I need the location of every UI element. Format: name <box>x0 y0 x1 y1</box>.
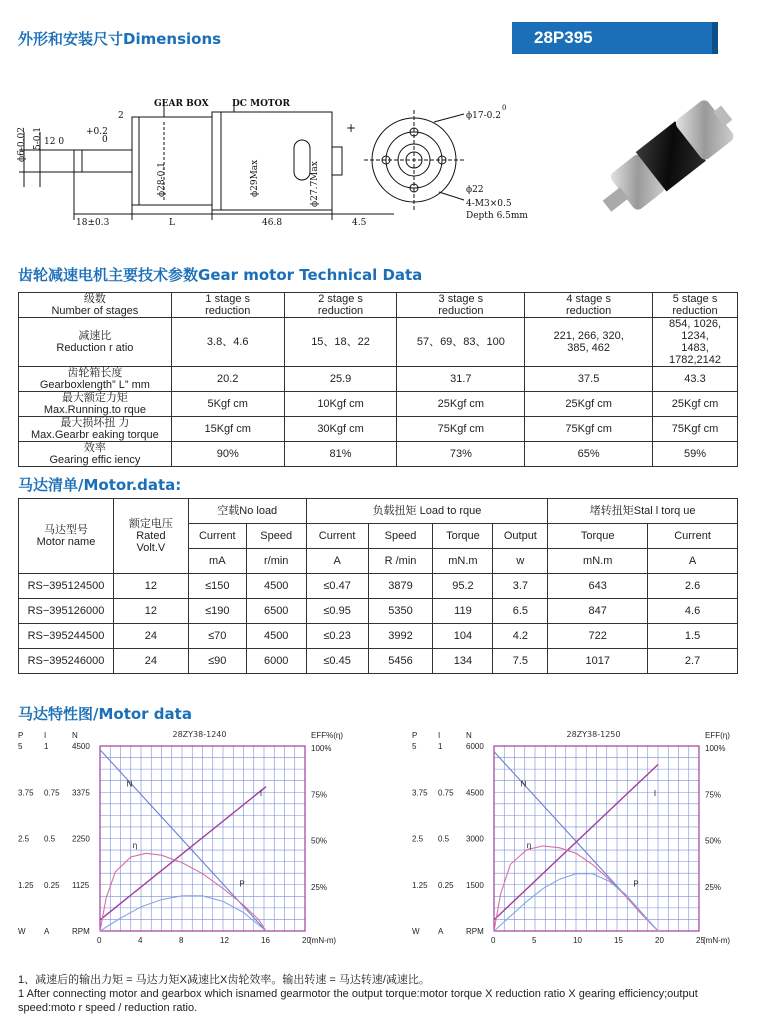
motor-cell: 95.2 <box>433 574 493 599</box>
left-axis-footer: RPM <box>466 927 484 936</box>
shaft-len-dim: 12 0 <box>44 137 65 147</box>
tech-cell: 31.7 <box>397 367 525 392</box>
motor-cell: 4.6 <box>648 599 738 624</box>
left-axis-tick: 0.5 <box>44 834 56 844</box>
motor-cell: 5456 <box>368 649 433 674</box>
model-header: 马达型号 Motor name <box>19 499 114 574</box>
motor-subhead: Torque <box>548 524 648 549</box>
motor-subhead: Speed <box>368 524 433 549</box>
flat-dim: 5-0.1 <box>33 126 43 150</box>
dimension-drawing <box>14 92 574 232</box>
chart-title: 28ZY38-1250 <box>566 730 621 739</box>
left-axis-tick: 0.25 <box>438 880 454 890</box>
left-axis-tick: 3000 <box>466 834 484 844</box>
right-axis-tick: 50% <box>705 836 722 846</box>
motor-cell: 5350 <box>368 599 433 624</box>
motor-unit: mN.m <box>433 549 493 574</box>
motor-subhead: Current <box>648 524 738 549</box>
holes-dim: 4-M3×0.5 <box>466 199 512 209</box>
motor-title: 马达清单/Motor.data: <box>18 476 182 494</box>
motor-cell: 3.7 <box>493 574 548 599</box>
dimensions-title: 外形和安装尺寸Dimensions <box>18 30 222 48</box>
left-axis-footer: RPM <box>72 927 90 936</box>
gearbox-dia-dim: ϕ28-0.1 <box>157 162 167 197</box>
motor-curve-chart-2 <box>408 728 758 948</box>
motor-unit: A <box>648 549 738 574</box>
left-axis-tick: 3.75 <box>18 788 34 798</box>
motor-dia2-dim: ϕ27.7Max <box>310 161 320 207</box>
tol2-dim: 0 <box>102 135 108 145</box>
tech-row <box>19 318 738 367</box>
tech-cell: 25Kgf cm <box>397 392 525 417</box>
footnote <box>18 973 718 1015</box>
product-photo <box>590 72 750 242</box>
left-axis-tick: 4500 <box>72 742 90 751</box>
motor-cell: ≤190 <box>188 599 246 624</box>
series-line-i <box>100 787 266 920</box>
left-axis-header: N <box>72 731 78 740</box>
depth-dim: Depth 6.5mm <box>466 211 528 221</box>
right-axis-header: EFF(η) <box>705 731 730 740</box>
right-axis-tick: 100% <box>705 744 726 753</box>
motor-unit: mA <box>188 549 246 574</box>
motor-dia-dim: ϕ29Max <box>250 159 260 197</box>
model-badge: 28P395 <box>512 22 718 54</box>
series-label-eta: η <box>132 840 138 850</box>
tech-row-label: 最大额定力矩 Max.Running.to rque <box>19 392 172 417</box>
motor-cell: 4.2 <box>493 624 548 649</box>
gearbox-outline <box>132 117 212 205</box>
left-axis-header: I <box>44 731 47 740</box>
motor-cell: ≤90 <box>188 649 246 674</box>
noload-header: 空载No load <box>188 499 306 524</box>
tech-cell: 81% <box>284 442 397 467</box>
motor-cell: 4500 <box>246 574 306 599</box>
left-axis-header: P <box>412 731 418 740</box>
tech-row-label: 级数 Number of stages <box>19 293 172 318</box>
series-label-N: N <box>520 779 527 789</box>
x-tick: 20 <box>302 936 311 945</box>
motor-cell: RS−395246000 <box>19 649 114 674</box>
right-axis-tick: 75% <box>705 790 722 800</box>
len468-dim: 46.8 <box>262 218 283 228</box>
left-axis-tick: 3375 <box>72 788 90 798</box>
curves-title: 马达特性图/Motor data <box>18 705 192 723</box>
tech-cell: 5Kgf cm <box>171 392 284 417</box>
motor-cell: 1.5 <box>648 624 738 649</box>
series-label-N: N <box>126 779 133 789</box>
motor-cell: 6000 <box>246 649 306 674</box>
motor-cell: 2.7 <box>648 649 738 674</box>
motor-table <box>18 498 738 674</box>
shaft-outline <box>82 150 132 172</box>
x-tick: 0 <box>491 936 496 945</box>
front17-tol: 0 <box>502 104 507 112</box>
motor-cell: ≤0.47 <box>306 574 368 599</box>
left-axis-tick: 2.5 <box>412 834 424 844</box>
x-tick: 12 <box>220 936 229 945</box>
tech-cell: 73% <box>397 442 525 467</box>
motor-cell: RS−395126000 <box>19 599 114 624</box>
motor-cell: 12 <box>113 599 188 624</box>
x-tick: 10 <box>573 936 582 945</box>
x-tick: 4 <box>138 936 143 945</box>
series-line-p <box>100 896 266 931</box>
volt-header: 额定电压 Rated Volt.V <box>113 499 188 574</box>
tech-row <box>19 367 738 392</box>
motor-cell: 7.5 <box>493 649 548 674</box>
left-axis-tick: 4500 <box>466 788 484 798</box>
gear-box-label: GEAR BOX <box>154 99 209 109</box>
motor-cell: ≤0.23 <box>306 624 368 649</box>
motor-cell: 4500 <box>246 624 306 649</box>
tech-cell: 854, 1026, 1234, 1483, 1782,2142 <box>653 318 738 367</box>
x-tick: 16 <box>261 936 270 945</box>
tech-cell: 75Kgf cm <box>653 417 738 442</box>
tech-cell: 1 stage s reduction <box>171 293 284 318</box>
left-axis-tick: 0.25 <box>44 880 60 890</box>
left-axis-tick: 0.75 <box>438 788 454 798</box>
motor-row <box>19 624 738 649</box>
len45-dim: 4.5 <box>352 218 367 228</box>
motor-cell: 643 <box>548 574 648 599</box>
tech-cell: 59% <box>653 442 738 467</box>
motor-row <box>19 649 738 674</box>
tech-cell: 65% <box>525 442 653 467</box>
tech-title: 齿轮减速电机主要技术参数Gear motor Technical Data <box>18 266 423 284</box>
left-axis-footer: A <box>44 927 50 936</box>
motor-cell: 3879 <box>368 574 433 599</box>
motor-subhead: Output <box>493 524 548 549</box>
step-dim: 2 <box>118 111 124 121</box>
x-tick: 20 <box>655 936 664 945</box>
motor-cell: 6500 <box>246 599 306 624</box>
left-axis-header: P <box>18 731 24 740</box>
tech-cell: 90% <box>171 442 284 467</box>
left-axis-header: I <box>438 731 441 740</box>
plus-terminal: + <box>346 121 357 135</box>
motor-cell: 104 <box>433 624 493 649</box>
x-tick: 25 <box>696 936 705 945</box>
series-label-eta: η <box>526 840 532 850</box>
left-axis-tick: 2250 <box>72 834 90 844</box>
right-axis-tick: 75% <box>311 790 328 800</box>
motor-cell: ≤0.95 <box>306 599 368 624</box>
len18-dim: 18±0.3 <box>76 218 110 228</box>
right-axis-header: EFF%(η) <box>311 731 343 740</box>
tech-cell: 75Kgf cm <box>397 417 525 442</box>
motor-cell: 3992 <box>368 624 433 649</box>
motor-curve-chart-1 <box>14 728 364 948</box>
tech-cell: 15、18、22 <box>284 318 397 367</box>
footnote-zh: 1、减速后的输出力矩 = 马达力矩X减速比X齿轮效率。输出转速 = 马达转速/减速比。 <box>18 974 430 986</box>
tech-cell: 2 stage s reduction <box>284 293 397 318</box>
front17-dim: ϕ17-0.2 <box>466 111 501 121</box>
motor-cell: ≤0.45 <box>306 649 368 674</box>
motor-subhead: Current <box>188 524 246 549</box>
shaft-dim: ϕ6-0.02 <box>17 127 27 162</box>
tech-cell: 75Kgf cm <box>525 417 653 442</box>
motor-cell: 2.6 <box>648 574 738 599</box>
motor-unit: r/min <box>246 549 306 574</box>
tech-cell: 30Kgf cm <box>284 417 397 442</box>
x-axis-label: (mN-m) <box>703 936 731 945</box>
x-tick: 15 <box>614 936 623 945</box>
motor-cell: 722 <box>548 624 648 649</box>
motor-cell: 134 <box>433 649 493 674</box>
motor-unit: mN.m <box>548 549 648 574</box>
x-axis-label: (mN-m) <box>309 936 337 945</box>
left-axis-tick: 0.5 <box>438 834 450 844</box>
tech-row <box>19 392 738 417</box>
left-axis-header: N <box>466 731 472 740</box>
series-label-I: I <box>259 788 263 798</box>
left-axis-tick: 6000 <box>466 742 484 751</box>
right-axis-tick: 25% <box>705 882 722 892</box>
motor-cell: RS−395124500 <box>19 574 114 599</box>
tech-cell: 25Kgf cm <box>653 392 738 417</box>
x-tick: 8 <box>179 936 184 945</box>
tech-cell: 5 stage s reduction <box>653 293 738 318</box>
tech-table <box>18 292 738 467</box>
left-axis-tick: 5 <box>18 742 23 751</box>
motor-row <box>19 599 738 624</box>
motor-row <box>19 574 738 599</box>
motor-cell: 12 <box>113 574 188 599</box>
tech-cell: 25.9 <box>284 367 397 392</box>
tech-cell: 10Kgf cm <box>284 392 397 417</box>
dc-motor-label: DC MOTOR <box>232 99 290 109</box>
motor-unit: R /min <box>368 549 433 574</box>
motor-cell: 847 <box>548 599 648 624</box>
left-axis-tick: 1 <box>44 742 49 751</box>
lenL-dim: L <box>169 218 175 228</box>
motor-subhead: Current <box>306 524 368 549</box>
motor-subhead: Speed <box>246 524 306 549</box>
tech-cell: 43.3 <box>653 367 738 392</box>
series-label-P: P <box>633 879 639 889</box>
tech-row-label: 最大损坏扭 力 Max.Gearbr eaking torque <box>19 417 172 442</box>
tech-cell: 37.5 <box>525 367 653 392</box>
motor-cell: 24 <box>113 649 188 674</box>
left-axis-tick: 5 <box>412 742 417 751</box>
x-tick: 0 <box>97 936 102 945</box>
tech-cell: 57、69、83、100 <box>397 318 525 367</box>
left-axis-footer: W <box>412 927 420 936</box>
left-axis-tick: 1500 <box>466 880 484 890</box>
series-label-I: I <box>653 788 657 798</box>
stall-header: 堵转扭矩Stal l torq ue <box>548 499 738 524</box>
chart-title: 28ZY38-1240 <box>172 730 227 739</box>
tech-row <box>19 417 738 442</box>
tech-cell: 20.2 <box>171 367 284 392</box>
left-axis-tick: 1.25 <box>412 880 428 890</box>
motor-cell: RS−395244500 <box>19 624 114 649</box>
motor-cell: 119 <box>433 599 493 624</box>
tol-dim: +0.2 <box>86 127 108 137</box>
motor-cell: ≤70 <box>188 624 246 649</box>
left-axis-footer: A <box>438 927 444 936</box>
motor-unit: A <box>306 549 368 574</box>
tech-cell: 221, 266, 320, 385, 462 <box>525 318 653 367</box>
motor-cell: 24 <box>113 624 188 649</box>
footnote-en: 1 After connecting motor and gearbox which isnamed gearmotor the output torque:motor torque X reduction ratio X gearing efficiency;output speed:moto r speed / reduction ratio. <box>18 988 698 1014</box>
tech-cell: 25Kgf cm <box>525 392 653 417</box>
motor-cell: 1017 <box>548 649 648 674</box>
motor-unit: w <box>493 549 548 574</box>
left-axis-tick: 1125 <box>72 880 90 890</box>
motor-cell: ≤150 <box>188 574 246 599</box>
front22-dim: ϕ22 <box>466 185 484 195</box>
left-axis-tick: 1 <box>438 742 443 751</box>
tech-cell: 4 stage s reduction <box>525 293 653 318</box>
tech-row-label: 齿轮箱长度 Gearboxlength” L” mm <box>19 367 172 392</box>
left-axis-tick: 3.75 <box>412 788 428 798</box>
right-axis-tick: 50% <box>311 836 328 846</box>
left-axis-tick: 1.25 <box>18 880 34 890</box>
tech-cell: 3 stage s reduction <box>397 293 525 318</box>
tech-cell: 3.8、4.6 <box>171 318 284 367</box>
tech-row-label: 减速比 Reduction r atio <box>19 318 172 367</box>
load-header: 负载扭矩 Load to rque <box>306 499 548 524</box>
motor-cell: 6.5 <box>493 599 548 624</box>
right-axis-tick: 100% <box>311 744 332 753</box>
left-axis-tick: 2.5 <box>18 834 30 844</box>
left-axis-footer: W <box>18 927 26 936</box>
tech-row <box>19 293 738 318</box>
tech-cell: 15Kgf cm <box>171 417 284 442</box>
series-label-P: P <box>239 879 245 889</box>
x-tick: 5 <box>532 936 537 945</box>
right-axis-tick: 25% <box>311 882 328 892</box>
tech-row <box>19 442 738 467</box>
motor-subhead: Torque <box>433 524 493 549</box>
tech-row-label: 效率 Gearing effic iency <box>19 442 172 467</box>
left-axis-tick: 0.75 <box>44 788 60 798</box>
